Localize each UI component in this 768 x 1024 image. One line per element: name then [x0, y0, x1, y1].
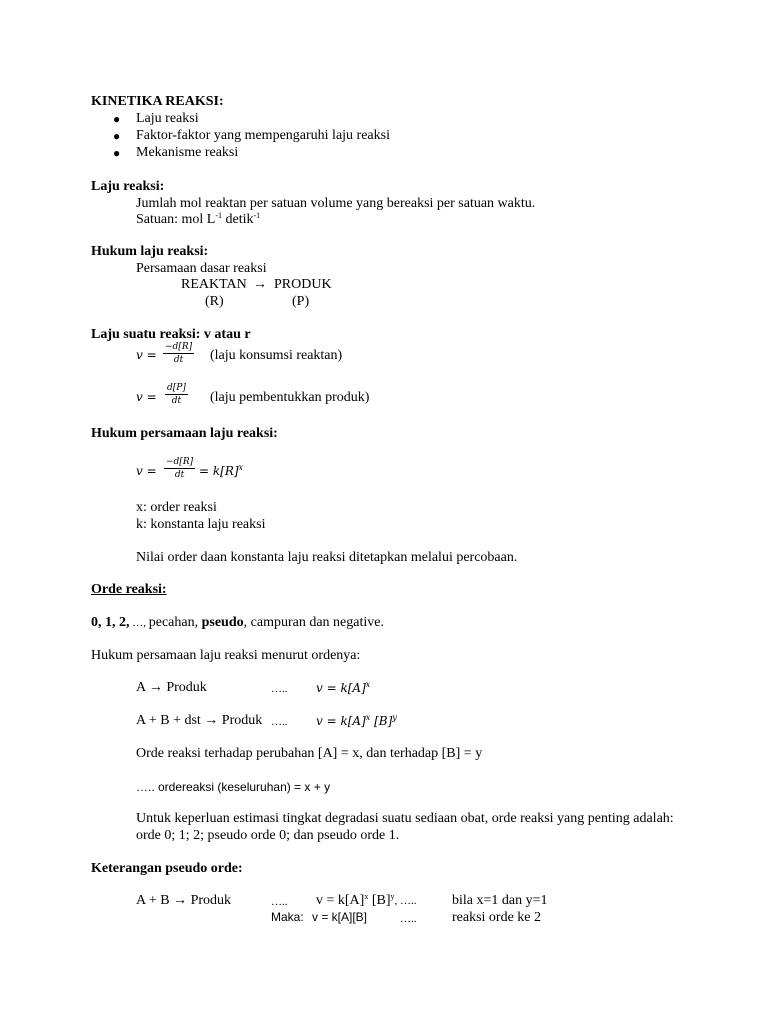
- bullet-item-2: Faktor-faktor yang mempengaruhi laju reaksi: [136, 128, 390, 143]
- order-row2-reaction: A + B + dst → Produk: [136, 713, 263, 728]
- pseudo-row2-maka: Maka:: [271, 910, 304, 924]
- rate-eq-numerator: −d[R]: [166, 457, 194, 467]
- untuk-keperluan-line1: Untuk keperluan estimasi tingkat degradasi suatu sediaan obat, orde reaksi yang penting adalah:: [136, 811, 674, 826]
- untuk-keperluan-line2: orde 0; 1; 2; pseudo orde 0; dan pseudo orde 1.: [136, 828, 400, 843]
- pseudo-row1-dots: …..: [271, 896, 288, 908]
- rate-eq-fraction: [164, 457, 195, 480]
- heading-pseudo-orde: Keterangan pseudo orde:: [91, 861, 243, 876]
- order-row2-dots: …..: [271, 716, 288, 728]
- eq1-note: (laju konsumsi reaktan): [210, 348, 343, 363]
- produk-label: PRODUK: [274, 277, 332, 292]
- bullet-icon: ●: [113, 129, 121, 143]
- x-definition: x: order reaksi: [136, 500, 217, 515]
- bullet-item-3: Mekanisme reaksi: [136, 145, 239, 160]
- p-symbol: (P): [292, 294, 310, 309]
- eq1-numerator: −d[R]: [165, 342, 193, 352]
- eq2-fraction: [165, 383, 188, 406]
- pseudo-row2-result: reaksi orde ke 2: [452, 910, 542, 925]
- order-row1-dots: …..: [271, 683, 288, 695]
- bullet-icon: ●: [113, 146, 121, 160]
- laju-definition: Jumlah mol reaktan per satuan volume yang bereaksi per satuan waktu.: [136, 196, 536, 211]
- heading-laju-suatu: Laju suatu reaksi: v atau r: [91, 327, 251, 342]
- order-row1-equation: $v = k[A]^x$: [316, 680, 371, 695]
- order-row1-reaction: A → Produk: [136, 680, 207, 695]
- rate-eq-rhs: = $k[R]^x$: [199, 463, 244, 478]
- pseudo-row2-equation: v = k[A][B]: [312, 910, 368, 924]
- heading-laju-reaksi: Laju reaksi:: [91, 179, 165, 194]
- pseudo-row2-dots: …..: [400, 913, 417, 925]
- nilai-order-text: Nilai order daan konstanta laju reaksi ditetapkan melalui percobaan.: [136, 550, 518, 565]
- pseudo-row1-equation: $v = k[A]^x$ $[B]^y$, …..: [316, 892, 417, 908]
- laju-satuan: Satuan: mol $L^{-1}$ detik$^{-1}$: [136, 211, 261, 227]
- eq2-numerator: d[P]: [167, 383, 186, 393]
- orde-terhadap: Orde reaksi terhadap perubahan [A] = x, dan terhadap [B] = y: [136, 746, 483, 761]
- menurut-ordenya: Hukum persamaan laju reaksi menurut ordenya:: [91, 648, 361, 663]
- order-row2-equation: $v = k[A]^x$ $[B]^y$: [316, 713, 397, 728]
- pseudo-row1-reaction: A + B → Produk: [136, 893, 232, 908]
- eq1-denominator: dt: [173, 355, 184, 365]
- bullet-item-1: Laju reaksi: [136, 111, 199, 126]
- bullet-icon: ●: [113, 112, 121, 126]
- k-definition: k: konstanta laju reaksi: [136, 517, 266, 532]
- reaktan-label: REAKTAN: [181, 277, 247, 292]
- eq2-denominator: dt: [171, 396, 182, 406]
- pseudo-row1-condition: bila x=1 dan y=1: [452, 893, 548, 908]
- rate-eq-lhs: v =: [136, 464, 157, 478]
- eq1-fraction: [163, 342, 194, 365]
- title-kinetika: KINETIKA REAKSI:: [91, 94, 224, 109]
- arrow-icon: →: [253, 277, 267, 292]
- rate-eq-denominator: dt: [174, 470, 185, 480]
- heading-orde-reaksi: Orde reaksi:: [91, 582, 167, 597]
- orde-keseluruhan: ….. ordereaksi (keseluruhan) = x + y: [136, 780, 331, 794]
- eq2-lhs: v =: [136, 390, 157, 404]
- heading-hukum-laju: Hukum laju reaksi:: [91, 244, 209, 259]
- orde-types: 0, 1, 2, …, pecahan, pseudo, campuran dan negative.: [91, 615, 384, 630]
- persamaan-dasar: Persamaan dasar reaksi: [136, 261, 267, 276]
- eq1-lhs: v =: [136, 348, 157, 362]
- r-symbol: (R): [205, 294, 224, 309]
- heading-hukum-persamaan: Hukum persamaan laju reaksi:: [91, 426, 278, 441]
- eq2-note: (laju pembentukkan produk): [210, 390, 370, 405]
